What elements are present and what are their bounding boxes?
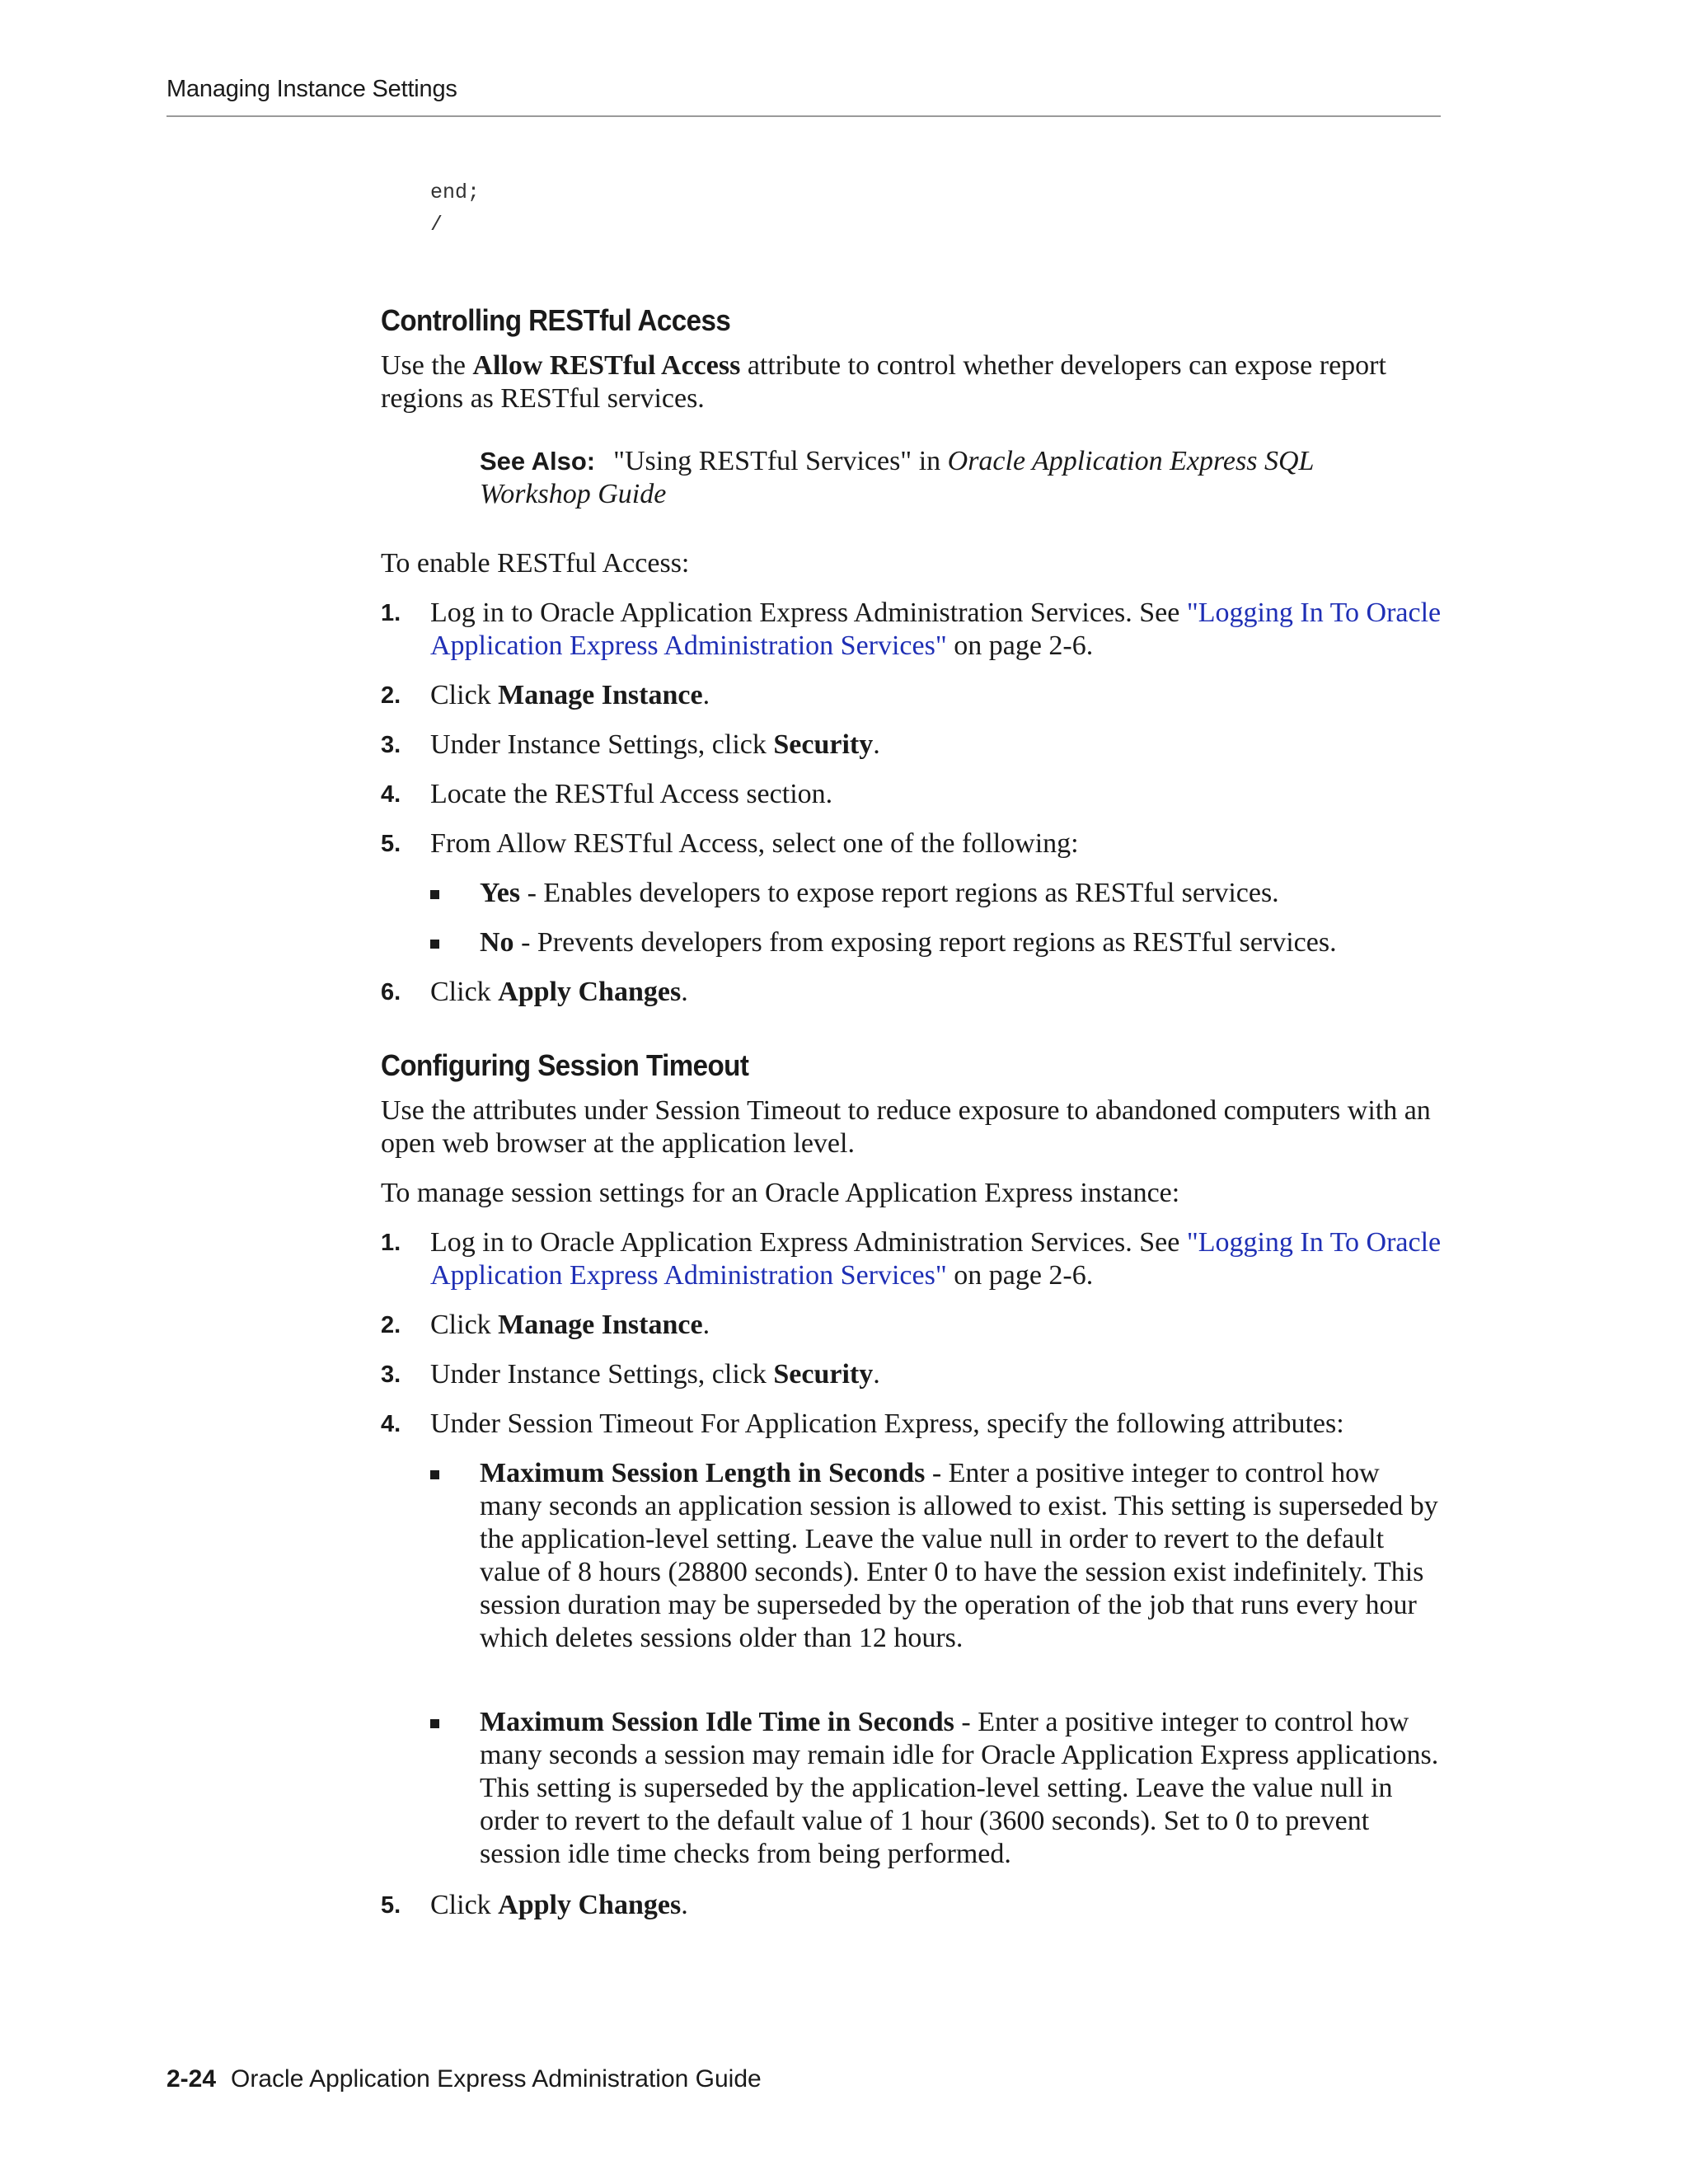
step-text: Under Instance Settings, click — [430, 1359, 774, 1390]
step-text: . — [681, 1890, 688, 1920]
see-also-note — [480, 445, 1428, 511]
step-number: 4. — [381, 1411, 401, 1437]
bullet-square-icon — [430, 1470, 439, 1479]
session-step-1 — [381, 1226, 1444, 1292]
see-also-label: See Also: — [480, 447, 596, 476]
session-step-3 — [381, 1358, 1444, 1391]
step-bold: Security — [773, 729, 874, 760]
bullet-text: - Enables developers to expose report regions as RESTful services. — [520, 878, 1279, 908]
intro-bold: Allow RESTful Access — [472, 350, 741, 381]
see-also-text: "Using RESTful Services" in — [613, 446, 948, 476]
bullet-bold: Maximum Session Length in Seconds — [480, 1458, 926, 1488]
bullet-text: - Enter a positive integer to control how many seconds a session may remain idle for Oracle Application Express applications. This setting is superseded by the application-level setting. Leave the value null in order to revert to the default value of 1 hour (3600 seconds). Set to 0 to prevent session idle time checks from being performed. — [480, 1707, 1439, 1869]
bullet-square-icon — [430, 940, 439, 949]
step-number: 3. — [381, 1361, 401, 1388]
bullet-text: - Prevents developers from exposing report regions as RESTful services. — [513, 927, 1337, 958]
session-bullet-idle-time — [430, 1706, 1444, 1871]
restful-step-2 — [381, 679, 1444, 712]
step-bold: Security — [773, 1359, 874, 1390]
see-also-book-title: Oracle Application Express SQL Workshop Guide — [480, 446, 1314, 509]
step-number: 2. — [381, 682, 401, 709]
running-header: Managing Instance Settings — [166, 76, 457, 102]
session-bullet-max-length — [430, 1457, 1444, 1655]
session-step-5 — [381, 1889, 1444, 1922]
bullet-bold: No — [480, 927, 514, 958]
step-number: 1. — [381, 600, 401, 626]
intro-text: attribute to control whether developers can expose report regions as RESTful services. — [381, 350, 1386, 414]
step-bold: Manage Instance — [498, 680, 703, 710]
step-bold: Apply Changes — [498, 977, 682, 1007]
step-number: 5. — [381, 831, 401, 857]
session-lead: To manage session settings for an Oracle Application Express instance: — [381, 1178, 1180, 1208]
step-text: Under Instance Settings, click — [430, 729, 774, 760]
restful-bullet-no — [430, 926, 1444, 959]
page-number: 2-24 — [166, 2065, 217, 2093]
step-number: 1. — [381, 1230, 401, 1256]
step-text: Locate the RESTful Access section. — [430, 779, 833, 809]
code-line: end; — [430, 180, 481, 204]
code-line: / — [430, 213, 443, 237]
step-text: . — [873, 729, 880, 760]
step-text: Click — [430, 680, 499, 710]
code-block — [430, 176, 480, 241]
bullet-square-icon — [430, 890, 439, 899]
step-text: Click — [430, 1310, 499, 1340]
step-text: Click — [430, 1890, 499, 1920]
restful-step-1 — [381, 597, 1444, 663]
step-number: 2. — [381, 1312, 401, 1338]
section-heading-session: Configuring Session Timeout — [381, 1048, 749, 1082]
step-number: 6. — [381, 979, 401, 1005]
restful-step-3 — [381, 729, 1444, 762]
step-bold: Manage Instance — [498, 1310, 703, 1340]
step-text: From Allow RESTful Access, select one of the following: — [430, 828, 1079, 859]
session-intro: Use the attributes under Session Timeout to reduce exposure to abandoned computers with an open web browser at the application level. — [381, 1095, 1431, 1159]
step-text: Log in to Oracle Application Express Administration Services. See — [430, 1227, 1187, 1258]
book-title: Oracle Application Express Administration Guide — [231, 2065, 762, 2093]
restful-intro — [381, 349, 1444, 415]
step-text: . — [702, 680, 710, 710]
page-footer — [166, 2065, 762, 2093]
step-number: 4. — [381, 781, 401, 808]
step-text: Log in to Oracle Application Express Administration Services. See — [430, 598, 1187, 628]
restful-bullet-yes — [430, 877, 1444, 910]
restful-step-5 — [381, 827, 1444, 860]
section-heading-restful: Controlling RESTful Access — [381, 303, 731, 337]
step-bold: Apply Changes — [498, 1890, 682, 1920]
session-step-4 — [381, 1408, 1444, 1441]
bullet-bold: Yes — [480, 878, 521, 908]
step-text: . — [681, 977, 688, 1007]
bullet-square-icon — [430, 1719, 439, 1728]
step-text: . — [702, 1310, 710, 1340]
logging-in-link[interactable]: "Logging In To Oracle Application Express Administration Services" — [430, 1227, 1442, 1291]
bullet-bold: Maximum Session Idle Time in Seconds — [480, 1707, 954, 1737]
bullet-text: - Enter a positive integer to control how many seconds an application session is allowed to exist. This setting is superseded by the application-level setting. Leave the value null in order to revert to the default value of 8 hours (28800 seconds). Enter 0 to have the session exist indefinitely. This session duration may be superseded by the operation of the job that runs every hour which deletes sessions older than 12 hours. — [480, 1458, 1438, 1653]
step-number: 5. — [381, 1892, 401, 1919]
intro-text: Use the — [381, 350, 473, 381]
restful-step-4 — [381, 778, 1444, 811]
step-text: Under Session Timeout For Application Express, specify the following attributes: — [430, 1408, 1344, 1439]
restful-step-6 — [381, 976, 1444, 1009]
session-step-2 — [381, 1309, 1444, 1342]
step-text: on page 2-6. — [946, 630, 1094, 661]
step-text: Click — [430, 977, 499, 1007]
restful-lead: To enable RESTful Access: — [381, 548, 690, 579]
step-text: on page 2-6. — [946, 1260, 1094, 1291]
logging-in-link[interactable]: "Logging In To Oracle Application Express Administration Services" — [430, 598, 1442, 661]
header-rule — [166, 115, 1441, 117]
step-number: 3. — [381, 732, 401, 758]
step-text: . — [873, 1359, 880, 1390]
